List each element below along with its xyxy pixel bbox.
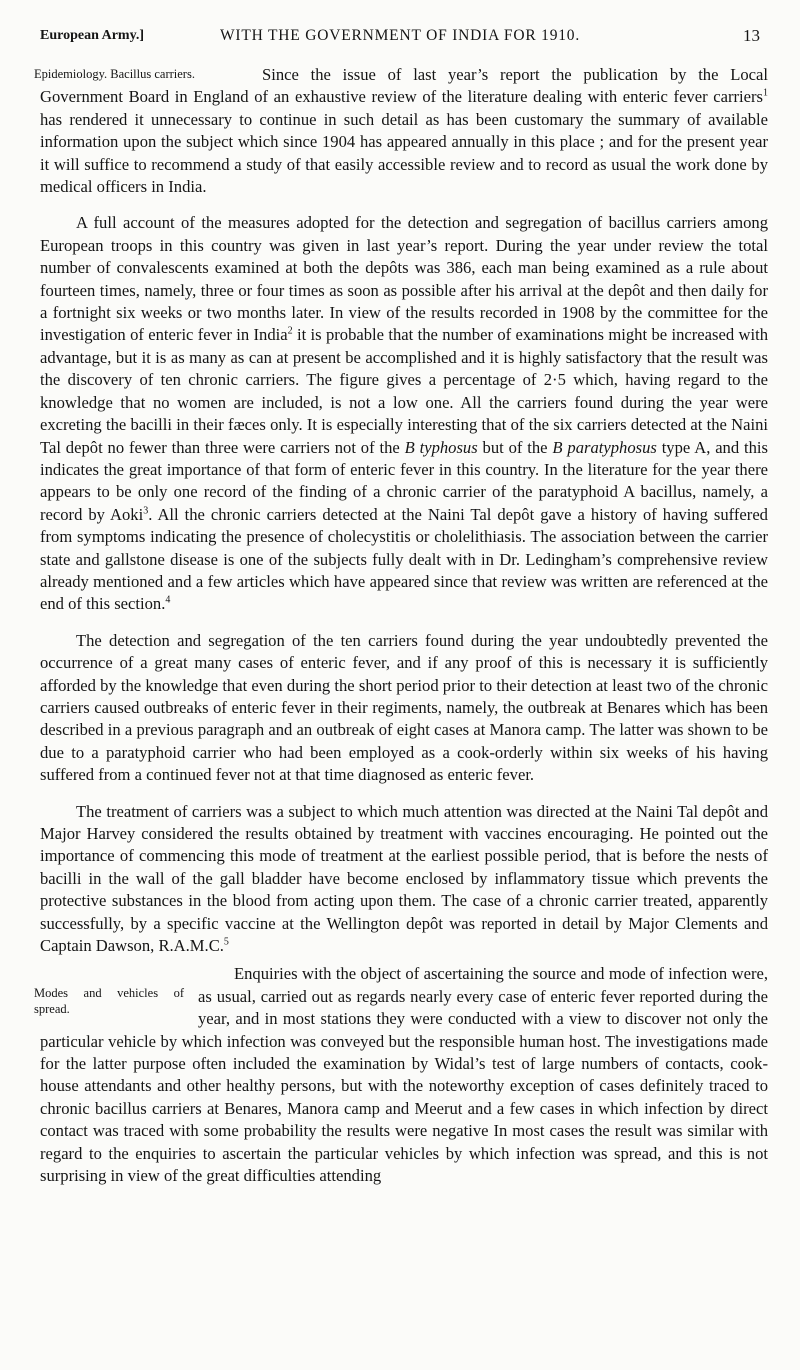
p2-a: A full account of the measures adopted for the detection and segregation of bacillus carriers among European troops in this country was given in last year’s report. During the year under review the total number of convalescents examined at both the depôts was 386, each man being examined as a rule about fourteen times, namely, three or four times as soon as possible after his arrival at the depôt and then daily for a fortnight six weeks or two months later. In view of the results recorded in 1908 by the committee for the investigation of enteric fever in India [40,213,768,345]
footnote-ref-1: 1 [763,87,768,99]
footnote-ref-5: 5 [223,936,229,948]
p1-tail: has rendered it unnecessary to continue in such detail as has been customary the summary of available information upon the subject which since 1904 has appeared annually in this place ; and for the present year it will suffice to recommend a study of that easily accessible review and to record as usual the work done by medical officers in India. [40,109,768,197]
footnote-ref-2: 2 [287,325,293,337]
paragraph-2 [40,212,768,615]
running-head-title: WITH THE GOVERNMENT OF INDIA FOR 1910. [219,27,581,44]
paragraph-4 [40,801,768,958]
p4-text: The treatment of carriers was a subject to which much attention was directed at the Naini Tal depôt and Major Harvey considered the results obtained by treatment with vaccines encouraging. He pointed out the importance of commencing this mode of treatment at the earliest possible period, that is before the nests of bacilli in the wall of the gall bladder have become enclosed by inflammatory tissue which prevents the protective substances in the blood from acting upon them. The case of a chronic carrier treated, apparently successfully, by a specific vaccine at the Wellington depôt was reported in detail by Major Clements and Captain Dawson, R.A.M.C. [40,801,768,956]
p1-lead: Since the issue of last year’s report the publication by the Local Government Board in England of an exhaustive review of the literature dealing with enteric fever carriers [40,65,768,107]
running-head-left: European Army.] [40,28,144,43]
species-typhosus: B typhosus [404,437,478,457]
paragraph-3: The detection and segregation of the ten carriers found during the year undoubtedly prevented the occurrence of a great many cases of enteric fever, and if any proof of this is necessary it is sufficiently afforded by the knowledge that even during the short period prior to their detection at least two of the chronic carriers caused outbreaks of enteric fever in their regiments, namely, the outbreak at Benares which has been described in a previous paragraph and an outbreak of eight cases at Manora camp. The latter was shown to be due to a paratyphoid carrier who had been employed as a cook-orderly within six weeks of his having suffered from a continued fever not at that time diagnosed as enteric fever. [40,630,768,785]
p2-e: . All the chronic carriers detected at the Naini Tal depôt gave a history of having suffered from symptoms indicating the presence of cholecystitis or cholelithiasis. The association between the carrier state and gallstone disease is one of the subjects fully dealt with in Dr. Ledingham’s comprehensive review already mentioned and a few articles which have appeared since that review was written are referenced at the end of this section. [40,504,768,614]
p5-text: Enquiries with the object of ascertaining the source and mode of infection were, as usual, carried out as regards nearly every case of enteric fever reported during the year, and in most stations they were conducted with a view to discover not only the particular vehicle by which infection was conveyed but the responsible human host. The investigations made for the latter purpose often included the examination by Widal’s test of large numbers of contacts, cook-house attendants and other healthy persons, but with the noteworthy exception of cases definitely traced to chronic bacillus carriers at Benares, Manora camp and Meerut and a few cases in which infection by direct contact was traced with some probability the results were negative In most cases the result was similar with regard to the enquiries to ascertain the particular vehicles by which infection was spread, and this is not surprising in view of the great difficulties attending [40,964,768,1186]
body-text [34,64,768,1202]
sidenote-epidemiology: Epidemiology. Bacillus carriers. [34,67,195,81]
footnote-ref-3: 3 [143,505,149,517]
page-header [40,24,760,54]
p2-c: but of the [477,437,553,457]
footnote-ref-4: 4 [165,594,171,606]
paragraph-1 [34,64,768,198]
p2-b: it is probable that the number of examinations might be increased with advantage, but it is as many as can at present be accomplished and it is highly satisfactory that the result was the discovery of ten chronic carriers. The figure gives a percentage of 2·5 which, having regard to the knowledge that no women are included, is not a low one. All the carriers found during the year were excreting the bacilli in their fæces only. It is especially interesting that of the six carriers detected at the Naini Tal depôt no fewer than three were carriers not of the [40,325,768,457]
p2-d: type A, and this indicates the great importance of that form of enteric fever in this country. In the literature for the year there appears to be only one record of the finding of a chronic carrier of the paratyphoid A bacillus, namely, a record by Aoki [40,437,768,524]
sidenote-modes: Modes and vehicles of spread. [34,986,184,1017]
page-number: 13 [743,26,760,45]
paragraph-5 [34,963,768,1187]
species-paratyphosus: B paratyphosus [552,437,657,457]
